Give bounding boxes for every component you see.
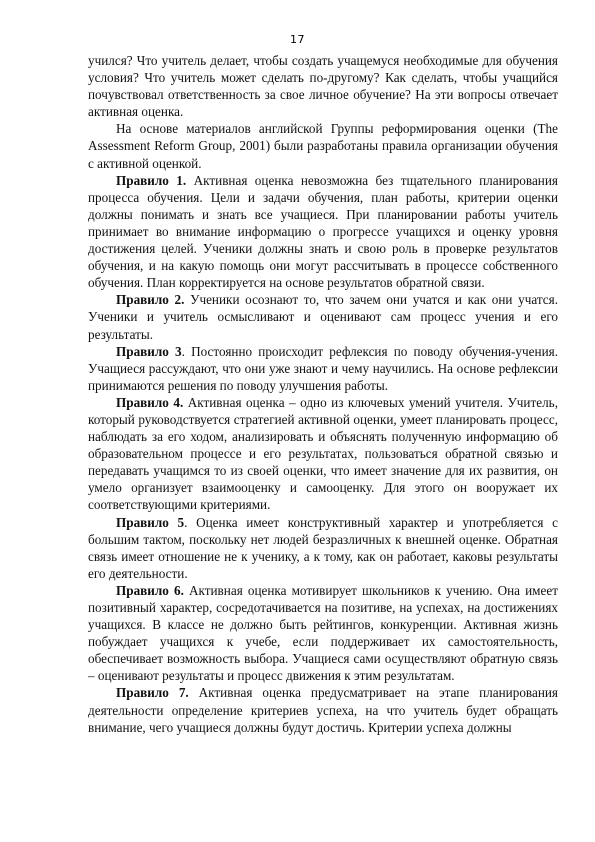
rule-title: Правило 7. xyxy=(116,685,189,701)
body-text xyxy=(88,52,558,736)
rule-title: Правило 3 xyxy=(116,343,182,359)
paragraph-text: учился? Что учитель делает, чтобы создать учащемуся необходимые для обучения условия? Что учитель может сделать по-другому? Как сделать, чтобы учащийся почувствовал ответственность за свое личное обучение? На эти вопросы отвечает активная оценка. xyxy=(88,53,558,120)
rule-title: Правило 2. xyxy=(116,292,185,308)
rule-6-paragraph xyxy=(88,582,558,685)
rule-title: Правило 4. xyxy=(116,394,184,410)
rule-2-paragraph xyxy=(88,291,558,342)
rule-text: . Оценка имеет конструктивный характер и употребляется с большим тактом, поскольку нет людей безразличных к внешней оценке. Обратная связь имеет отношение не к ученику, а к тому, как он работает, каковы результаты его деятельности. xyxy=(88,514,558,581)
rule-7-paragraph xyxy=(88,684,558,735)
rule-3-paragraph xyxy=(88,343,558,394)
paragraph-continuation xyxy=(88,52,558,120)
rule-text: Активная оценка – одно из ключевых умений учителя. Учитель, который руководствуется стратегией активной оценки, умеет планировать процесс, наблюдать за его ходом, анализировать и объяснять полученную информацию об образовательном процессе и его результатах, пользоваться обратной связью и передавать учащимся то из своей оценки, что имеет значение для их развития, он умело организует взаимооценку и самооценку. Для этого он вооружает их соответствующими критериями. xyxy=(88,394,558,513)
rule-text: Активная оценка невозможна без тщательного планирования процесса обучения. Цели и задачи обучения, план работы, критерии оценки должны понимать и знать все учащиеся. При планировании работы учитель принимает во внимание информацию о прогрессе учащихся и оценку уровня достижения целей. Ученики должны знать и свою роль в проверке результатов обучения, и на какую помощь они могут рассчитывать в процессе собственного обучения. План корректируется на основе результатов обратной связи. xyxy=(88,172,558,291)
rule-title: Правило 1. xyxy=(116,172,187,188)
rule-text: Активная оценка мотивирует школьников к учению. Она имеет позитивный характер, сосредотачивается на позитиве, на успехах, на достижениях учащихся. В классе не должно быть рейтингов, конкуренции. Активная жизнь побуждает учащихся к учебе, если поддерживает их самостоятельность, обеспечивает возможность выбора. Учащиеся сами осуществляют обратную связь – оценивают результаты и процесс движения к этим результатам. xyxy=(88,582,558,684)
rule-text: Активная оценка предусматривает на этапе планирования деятельности определение критериев успеха, на что учитель будет обращать внимание, чего учащиеся должны будут достичь. Критерии успеха должны xyxy=(88,685,558,735)
rule-text: . Постоянно происходит рефлексия по поводу обучения-учения. Учащиеся рассуждают, что они уже знают и чему научились. На основе рефлексии принимаются решения по поводу улучшения работы. xyxy=(88,343,558,393)
paragraph-intro xyxy=(88,120,558,171)
rule-1-paragraph xyxy=(88,172,558,292)
rule-4-paragraph xyxy=(88,394,558,514)
rule-title: Правило 6. xyxy=(116,582,184,598)
page-number: 17 xyxy=(290,33,305,46)
rule-title: Правило 5 xyxy=(116,514,185,530)
rule-5-paragraph xyxy=(88,514,558,582)
rule-text: Ученики осознают то, что зачем они учатся и как они учатся. Ученики и учитель осмысливают и оценивают сам процесс учения и его результаты. xyxy=(88,292,558,342)
paragraph-text: На основе материалов английской Группы реформирования оценки (The Assessment Reform Group, 2001) были разработаны правила организации обучения с активной оценкой. xyxy=(88,121,558,171)
